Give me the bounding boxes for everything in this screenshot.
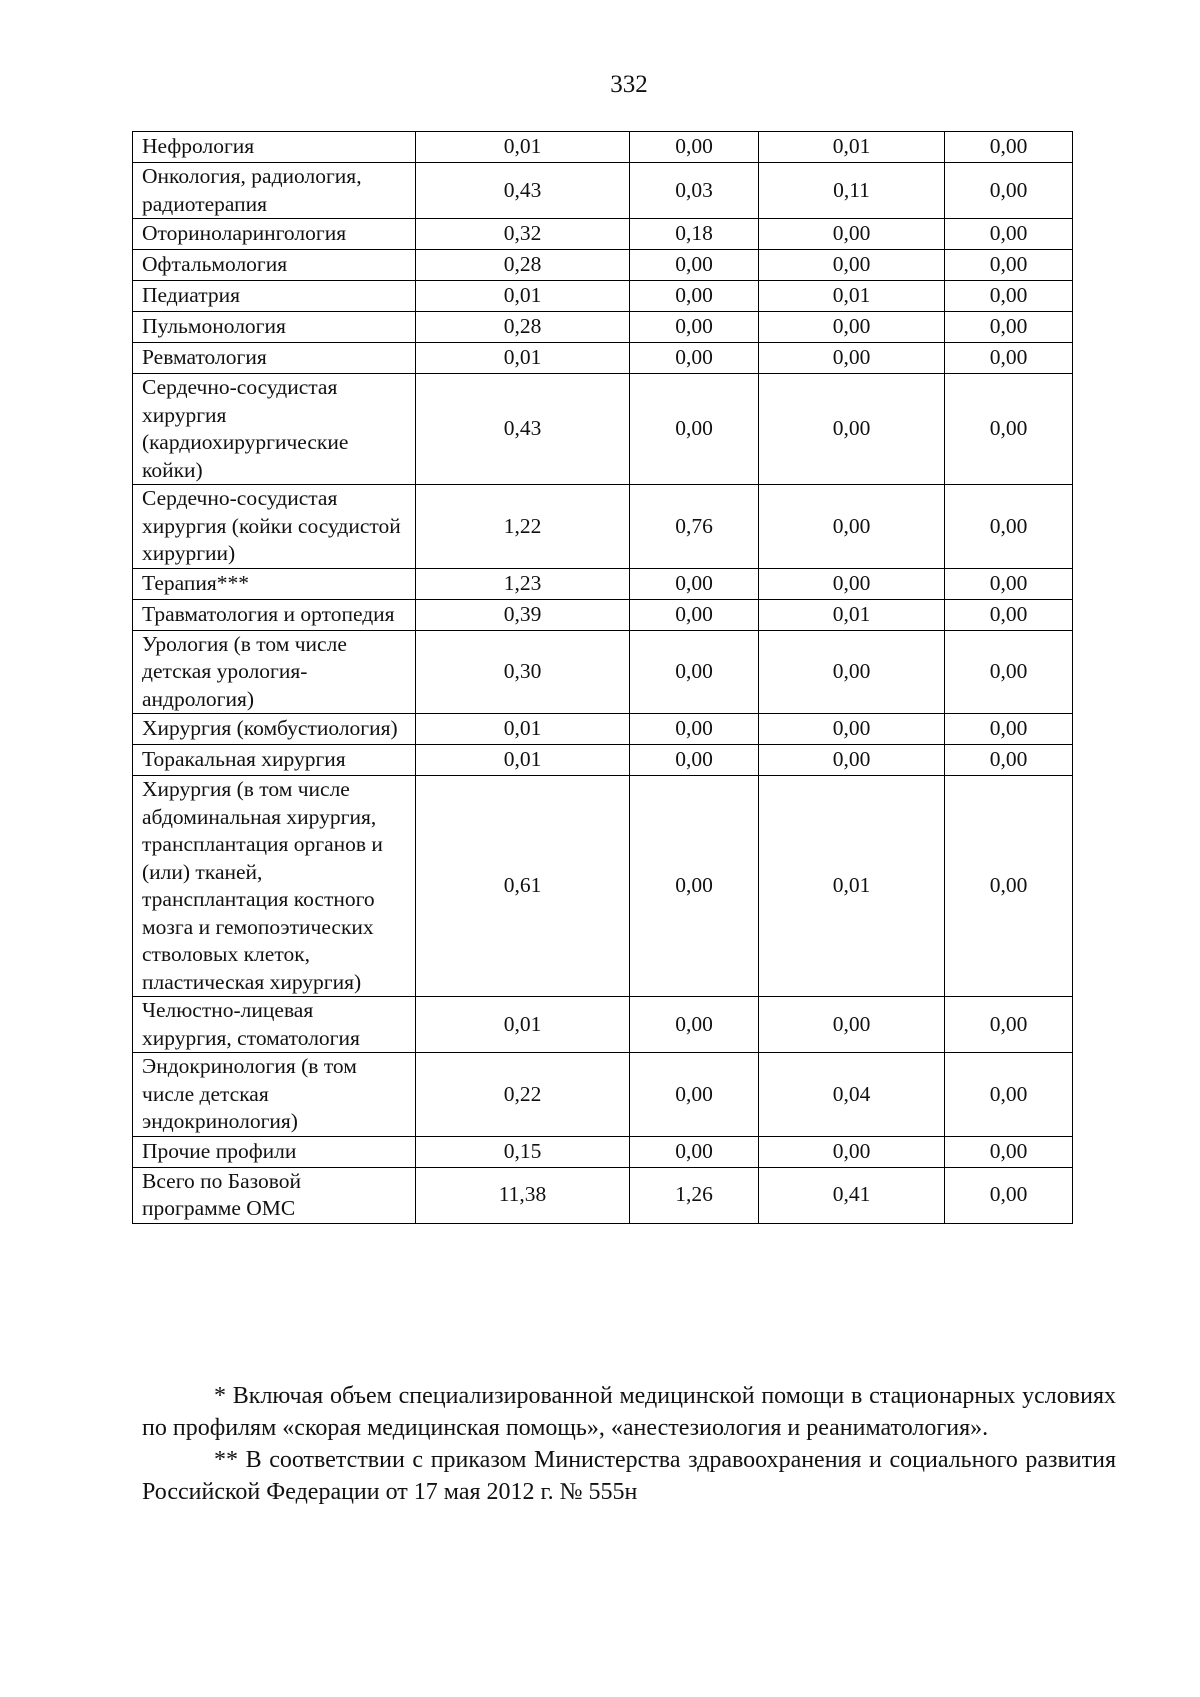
value-cell: 0,00 bbox=[945, 776, 1073, 997]
table-row bbox=[133, 776, 1073, 997]
value-cell: 0,18 bbox=[630, 219, 759, 250]
value-cell: 0,00 bbox=[945, 485, 1073, 569]
row-label: Ревматология bbox=[133, 343, 416, 374]
table-row bbox=[133, 132, 1073, 163]
value-cell: 0,01 bbox=[416, 281, 630, 312]
value-cell: 0,00 bbox=[945, 219, 1073, 250]
value-cell: 0,00 bbox=[759, 485, 945, 569]
value-cell: 0,61 bbox=[416, 776, 630, 997]
row-label: Сердечно-сосудистая хирургия (кардиохирургические койки) bbox=[133, 374, 416, 485]
row-label: Оториноларингология bbox=[133, 219, 416, 250]
value-cell: 0,00 bbox=[630, 281, 759, 312]
table-row bbox=[133, 745, 1073, 776]
value-cell: 0,00 bbox=[630, 374, 759, 485]
footnotes bbox=[142, 1380, 1116, 1508]
value-cell: 0,00 bbox=[759, 1136, 945, 1167]
table-row bbox=[133, 485, 1073, 569]
value-cell: 1,22 bbox=[416, 485, 630, 569]
value-cell: 11,38 bbox=[416, 1167, 630, 1223]
value-cell: 0,28 bbox=[416, 250, 630, 281]
table-row bbox=[133, 343, 1073, 374]
row-label: Травматология и ортопедия bbox=[133, 599, 416, 630]
value-cell: 0,11 bbox=[759, 163, 945, 219]
value-cell: 0,00 bbox=[945, 599, 1073, 630]
value-cell: 0,00 bbox=[630, 250, 759, 281]
table-row bbox=[133, 568, 1073, 599]
value-cell: 0,00 bbox=[945, 1167, 1073, 1223]
row-label: Хирургия (комбустиология) bbox=[133, 714, 416, 745]
value-cell: 0,00 bbox=[945, 250, 1073, 281]
value-cell: 0,03 bbox=[630, 163, 759, 219]
row-label: Торакальная хирургия bbox=[133, 745, 416, 776]
row-label: Нефрология bbox=[133, 132, 416, 163]
row-label: Эндокринология (в том числе детская эндокринология) bbox=[133, 1053, 416, 1137]
value-cell: 0,00 bbox=[759, 374, 945, 485]
table-row bbox=[133, 599, 1073, 630]
value-cell: 1,26 bbox=[630, 1167, 759, 1223]
table-row bbox=[133, 281, 1073, 312]
row-label: Хирургия (в том числе абдоминальная хирургия, трансплантация органов и (или) тканей, трансплантация костного мозга и гемопоэтических стволовых клеток, пластическая хирургия) bbox=[133, 776, 416, 997]
row-label: Пульмонология bbox=[133, 312, 416, 343]
value-cell: 0,32 bbox=[416, 219, 630, 250]
value-cell: 0,00 bbox=[759, 997, 945, 1053]
table-row bbox=[133, 163, 1073, 219]
value-cell: 0,41 bbox=[759, 1167, 945, 1223]
value-cell: 0,00 bbox=[945, 1136, 1073, 1167]
table-row bbox=[133, 312, 1073, 343]
value-cell: 0,00 bbox=[630, 997, 759, 1053]
value-cell: 0,30 bbox=[416, 630, 630, 714]
value-cell: 0,00 bbox=[945, 312, 1073, 343]
value-cell: 0,00 bbox=[945, 997, 1073, 1053]
table-row bbox=[133, 1053, 1073, 1137]
value-cell: 0,01 bbox=[759, 281, 945, 312]
value-cell: 0,00 bbox=[759, 568, 945, 599]
value-cell: 0,00 bbox=[630, 745, 759, 776]
value-cell: 0,00 bbox=[630, 312, 759, 343]
value-cell: 0,01 bbox=[759, 132, 945, 163]
value-cell: 0,00 bbox=[630, 132, 759, 163]
value-cell: 0,00 bbox=[945, 1053, 1073, 1137]
value-cell: 0,00 bbox=[759, 250, 945, 281]
value-cell: 0,01 bbox=[416, 997, 630, 1053]
value-cell: 0,04 bbox=[759, 1053, 945, 1137]
value-cell: 0,00 bbox=[630, 1136, 759, 1167]
value-cell: 0,00 bbox=[945, 281, 1073, 312]
value-cell: 0,00 bbox=[630, 630, 759, 714]
row-label: Челюстно-лицевая хирургия, стоматология bbox=[133, 997, 416, 1053]
footnote-2: ** В соответствии с приказом Министерства здравоохранения и социального развития Российской Федерации от 17 мая 2012 г. № 555н bbox=[142, 1447, 1116, 1505]
value-cell: 0,00 bbox=[630, 714, 759, 745]
value-cell: 0,00 bbox=[945, 163, 1073, 219]
value-cell: 0,01 bbox=[416, 714, 630, 745]
value-cell: 0,00 bbox=[945, 343, 1073, 374]
value-cell: 0,39 bbox=[416, 599, 630, 630]
row-label: Урология (в том числе детская урология-андрология) bbox=[133, 630, 416, 714]
table-row bbox=[133, 374, 1073, 485]
footnote-1: * Включая объем специализированной медицинской помощи в стационарных условиях по профилям «скорая медицинская помощь», «анестезиология и реаниматология». bbox=[142, 1383, 1116, 1441]
table-row bbox=[133, 630, 1073, 714]
table-row bbox=[133, 997, 1073, 1053]
value-cell: 0,00 bbox=[945, 630, 1073, 714]
bed-capacity-table bbox=[132, 131, 1073, 1224]
value-cell: 1,23 bbox=[416, 568, 630, 599]
row-label: Онкология, радиология, радиотерапия bbox=[133, 163, 416, 219]
value-cell: 0,43 bbox=[416, 374, 630, 485]
value-cell: 0,01 bbox=[416, 132, 630, 163]
value-cell: 0,00 bbox=[945, 374, 1073, 485]
row-label: Терапия*** bbox=[133, 568, 416, 599]
table-row bbox=[133, 714, 1073, 745]
value-cell: 0,00 bbox=[759, 312, 945, 343]
value-cell: 0,22 bbox=[416, 1053, 630, 1137]
value-cell: 0,00 bbox=[759, 343, 945, 374]
table-row bbox=[133, 1136, 1073, 1167]
value-cell: 0,01 bbox=[759, 599, 945, 630]
row-label: Прочие профили bbox=[133, 1136, 416, 1167]
value-cell: 0,43 bbox=[416, 163, 630, 219]
row-label: Всего по Базовой программе ОМС bbox=[133, 1167, 416, 1223]
row-label: Сердечно-сосудистая хирургия (койки сосудистой хирургии) bbox=[133, 485, 416, 569]
value-cell: 0,00 bbox=[759, 630, 945, 714]
value-cell: 0,00 bbox=[630, 776, 759, 997]
page-number: 332 bbox=[610, 71, 648, 98]
value-cell: 0,00 bbox=[945, 745, 1073, 776]
value-cell: 0,00 bbox=[630, 1053, 759, 1137]
total-row bbox=[133, 1167, 1073, 1223]
value-cell: 0,76 bbox=[630, 485, 759, 569]
value-cell: 0,00 bbox=[945, 132, 1073, 163]
value-cell: 0,00 bbox=[759, 745, 945, 776]
row-label: Педиатрия bbox=[133, 281, 416, 312]
table-row bbox=[133, 250, 1073, 281]
value-cell: 0,00 bbox=[945, 714, 1073, 745]
table-body bbox=[133, 132, 1073, 1224]
value-cell: 0,01 bbox=[416, 343, 630, 374]
value-cell: 0,00 bbox=[759, 714, 945, 745]
value-cell: 0,15 bbox=[416, 1136, 630, 1167]
table-row bbox=[133, 219, 1073, 250]
row-label: Офтальмология bbox=[133, 250, 416, 281]
value-cell: 0,00 bbox=[630, 343, 759, 374]
value-cell: 0,28 bbox=[416, 312, 630, 343]
value-cell: 0,01 bbox=[759, 776, 945, 997]
value-cell: 0,00 bbox=[945, 568, 1073, 599]
value-cell: 0,00 bbox=[759, 219, 945, 250]
value-cell: 0,00 bbox=[630, 568, 759, 599]
value-cell: 0,01 bbox=[416, 745, 630, 776]
value-cell: 0,00 bbox=[630, 599, 759, 630]
